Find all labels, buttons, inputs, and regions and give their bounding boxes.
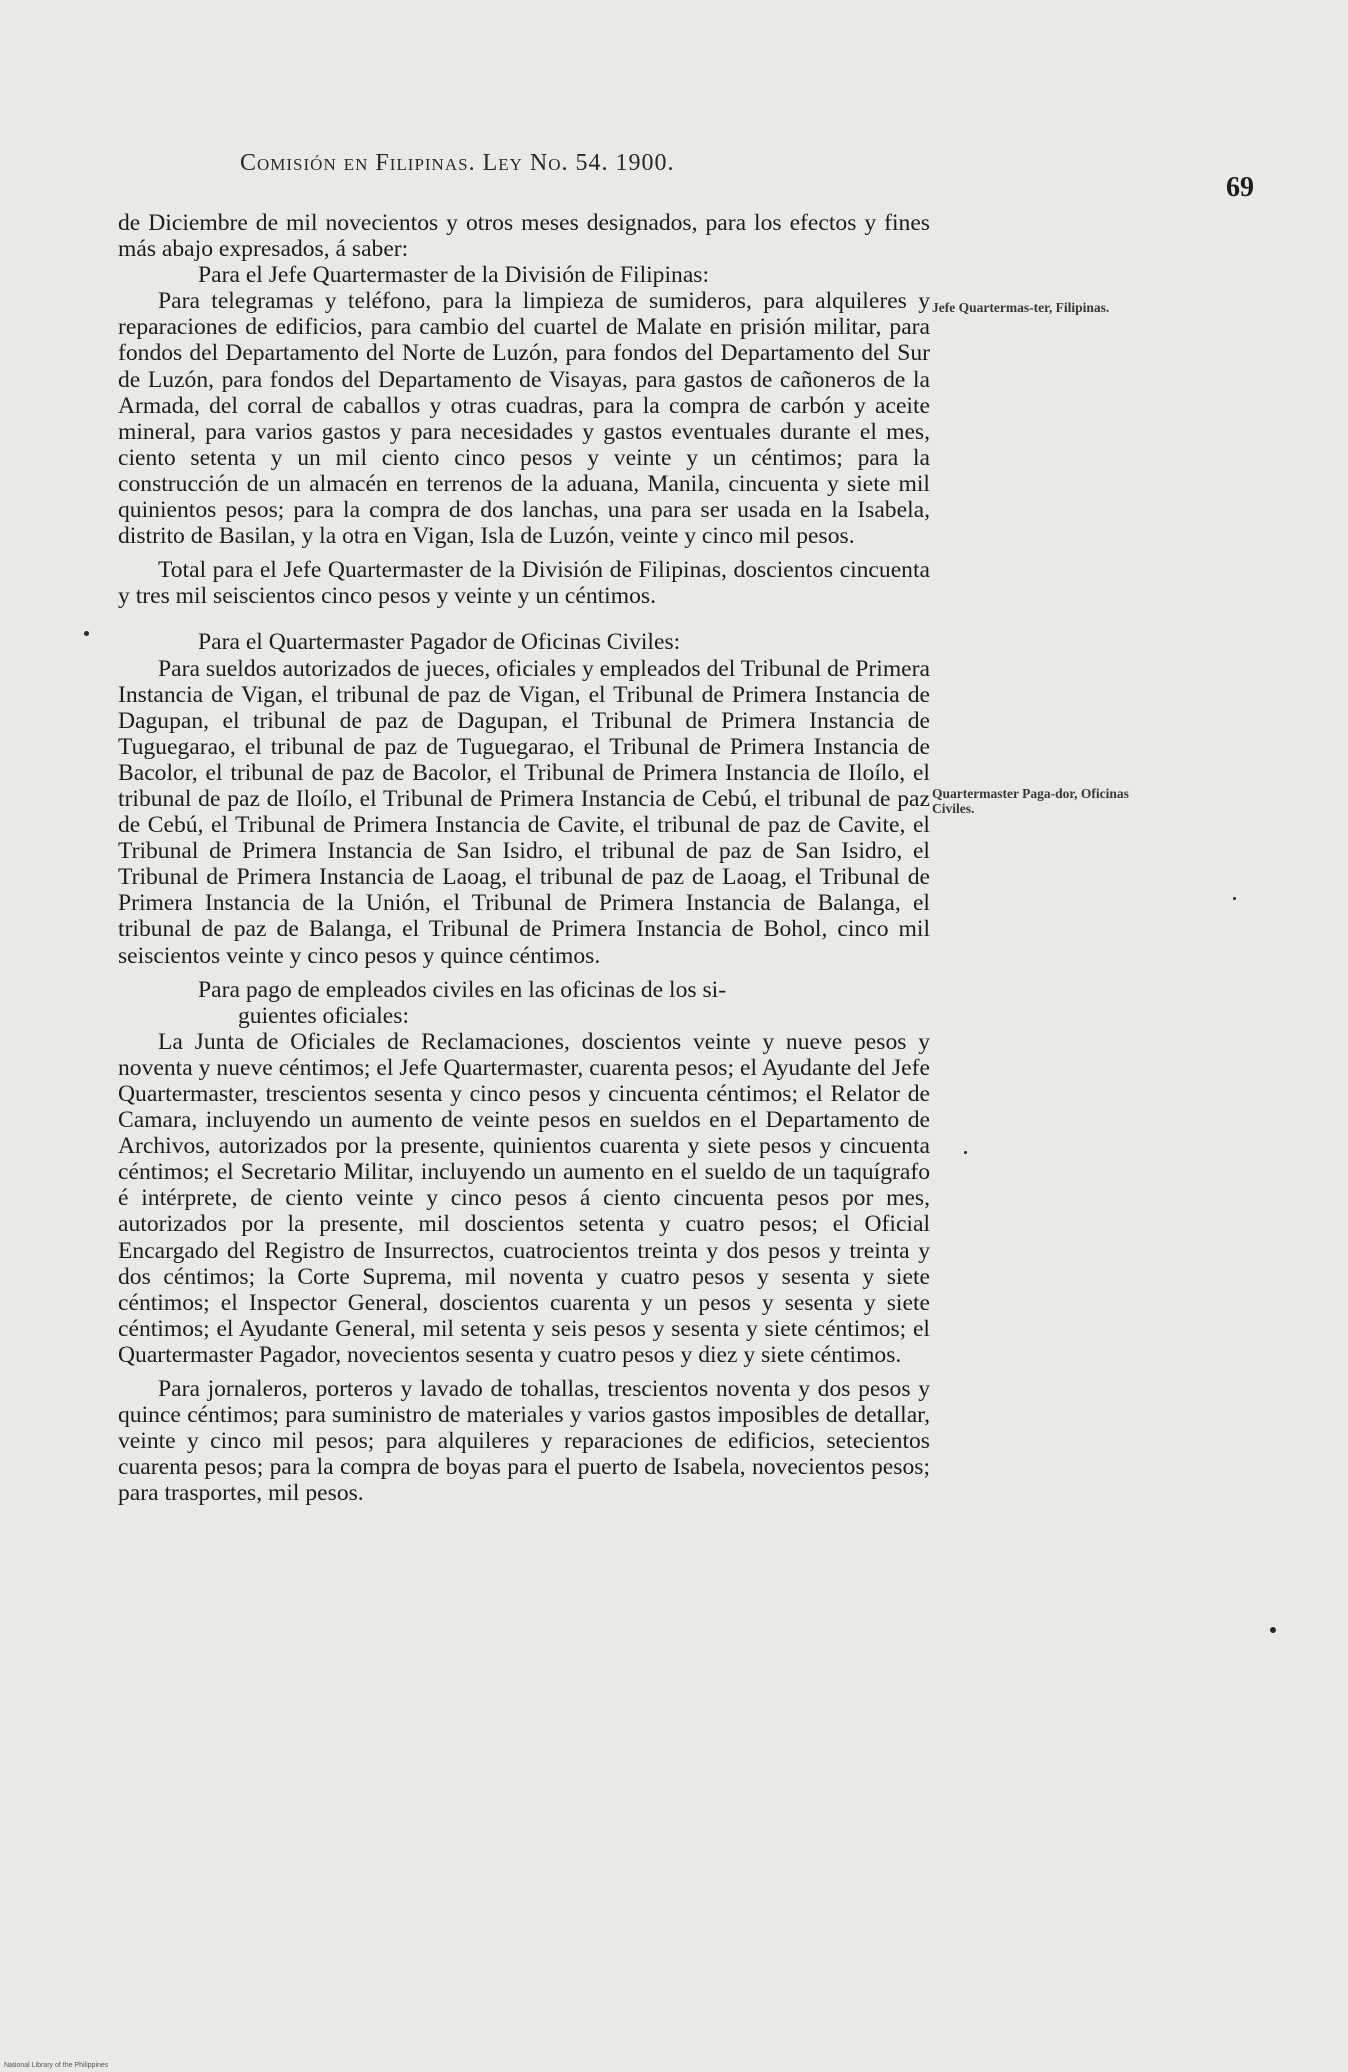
heading-jefe-quartermaster: Para el Jefe Quartermaster de la División de Filipinas:: [198, 262, 710, 289]
paragraph-jefe-total: Total para el Jefe Quartermaster de la División de Filipinas, doscientos cincuenta y tres mil seiscientos cinco pesos y veinte y un céntimos.: [118, 557, 930, 610]
paragraph-jefe-items: Para telegramas y teléfono, para la limpieza de sumideros, para alquileres y reparaciones de edificios, para cambio del cuartel de Malate en prisión militar, para fondos del Departamento del Norte de Luzón, para fondos del Departamento del Sur de Luzón, para fondos del Departamento de Visayas, para gastos de cañoneros de la Armada, del corral de caballos y otras cuadras, para la compra de carbón y aceite mineral, para varios gastos y para necesidades y gastos eventuales durante el mes, ciento setenta y un mil ciento cinco pesos y veinte y un céntimos; para la construcción de un almacén en terrenos de la aduana, Manila, cincuenta y siete mil quinientos pesos; para la compra de dos lanchas, una para ser usada en la Isabela, distrito de Basilan, y la otra en Vigan, Isla de Luzón, veinte y cinco mil pesos.: [118, 288, 930, 550]
paragraph-intro: de Diciembre de mil novecientos y otros meses designados, para los efectos y fines más abajo expresados, á saber:: [118, 210, 930, 263]
page-number: 69: [1226, 172, 1254, 203]
speck-mark: [1233, 897, 1236, 900]
speck-mark: [964, 1151, 967, 1154]
speck-mark: [84, 631, 89, 636]
margin-note-pagador: Quartermaster Paga-dor, Oficinas Civiles.: [932, 786, 1129, 816]
paragraph-oficinas: La Junta de Oficiales de Reclamaciones, doscientos veinte y nueve pesos y noventa y nueve céntimos; el Jefe Quartermaster, cuarenta pesos; el Ayudante del Jefe Quartermaster, trescientos sesenta y cinco pesos y cincuenta céntimos; el Relator de Camara, incluyendo un aumento de veinte pesos en sueldos en el Departamento de Archivos, autorizados por la presente, quinientos cuarenta y siete pesos y cincuenta céntimos; el Secretario Militar, incluyendo un aumento en el sueldo de un taquígrafo é intérprete, de ciento veinte y cinco pesos á ciento cincuenta pesos por mes, autorizados por la presente, mil doscientos setenta y cuatro pesos; el Oficial Encargado del Registro de Insurrectos, cuatrocientos treinta y dos pesos y treinta y dos céntimos; la Corte Suprema, mil noventa y cuatro pesos y sesenta y siete céntimos; el Inspector General, doscientos cuarenta y un pesos y sesenta y siete céntimos; el Ayudante General, mil setenta y seis pesos y sesenta y siete céntimos; el Quartermaster Pagador, novecientos sesenta y cuatro pesos y diez y siete céntimos.: [118, 1028, 930, 1368]
margin-note-jefe: Jefe Quartermas-ter, Filipinas.: [932, 300, 1110, 315]
body-text: [118, 210, 930, 1507]
speck-mark: [1270, 1627, 1276, 1633]
paragraph-pagador-sueldos: Para sueldos autorizados de jueces, oficiales y empleados del Tribunal de Primera Instancia de Vigan, el tribunal de paz de Vigan, el Tribunal de Primera Instancia de Dagupan, el tribunal de paz de Dagupan, el Tribunal de Primera Instancia de Tuguegarao, el tribunal de paz de Tuguegarao, el Tribunal de Primera Instancia de Bacolor, el tribunal de paz de Bacolor, el Tribunal de Primera Instancia de Iloílo, el tribunal de paz de Iloílo, el Tribunal de Primera Instancia de Cebú, el tribunal de paz de Cebú, el Tribunal de Primera Instancia de Cavite, el tribunal de paz de Cavite, el Tribunal de Primera Instancia de San Isidro, el tribunal de paz de San Isidro, el Tribunal de Primera Instancia de Laoag, el tribunal de paz de Laoag, el Tribunal de Primera Instancia de la Unión, el Tribunal de Primera Instancia de Balanga, el tribunal de paz de Balanga, el Tribunal de Primera Instancia de Bohol, cinco mil seiscientos veinte y cinco pesos y quince céntimos.: [118, 655, 930, 969]
running-header: Comisión en Filipinas. Ley No. 54. 1900.: [240, 150, 675, 176]
heading-empleados-civiles-cont: guientes oficiales:: [238, 1002, 409, 1029]
heading-quartermaster-pagador: Para el Quartermaster Pagador de Oficinas Civiles:: [198, 629, 681, 656]
heading-empleados-civiles: Para pago de empleados civiles en las oficinas de los si-: [198, 976, 727, 1003]
paragraph-jornaleros: Para jornaleros, porteros y lavado de tohallas, trescientos noventa y dos pesos y quince céntimos; para suministro de materiales y varios gastos imposibles de detallar, veinte y cinco mil pesos; para alquileres y reparaciones de edificios, setecientos cuarenta pesos; para la compra de boyas para el puerto de Isabela, novecientos pesos; para trasportes, mil pesos.: [118, 1376, 930, 1507]
scan-footer: National Library of the Philippines: [4, 2062, 109, 2069]
